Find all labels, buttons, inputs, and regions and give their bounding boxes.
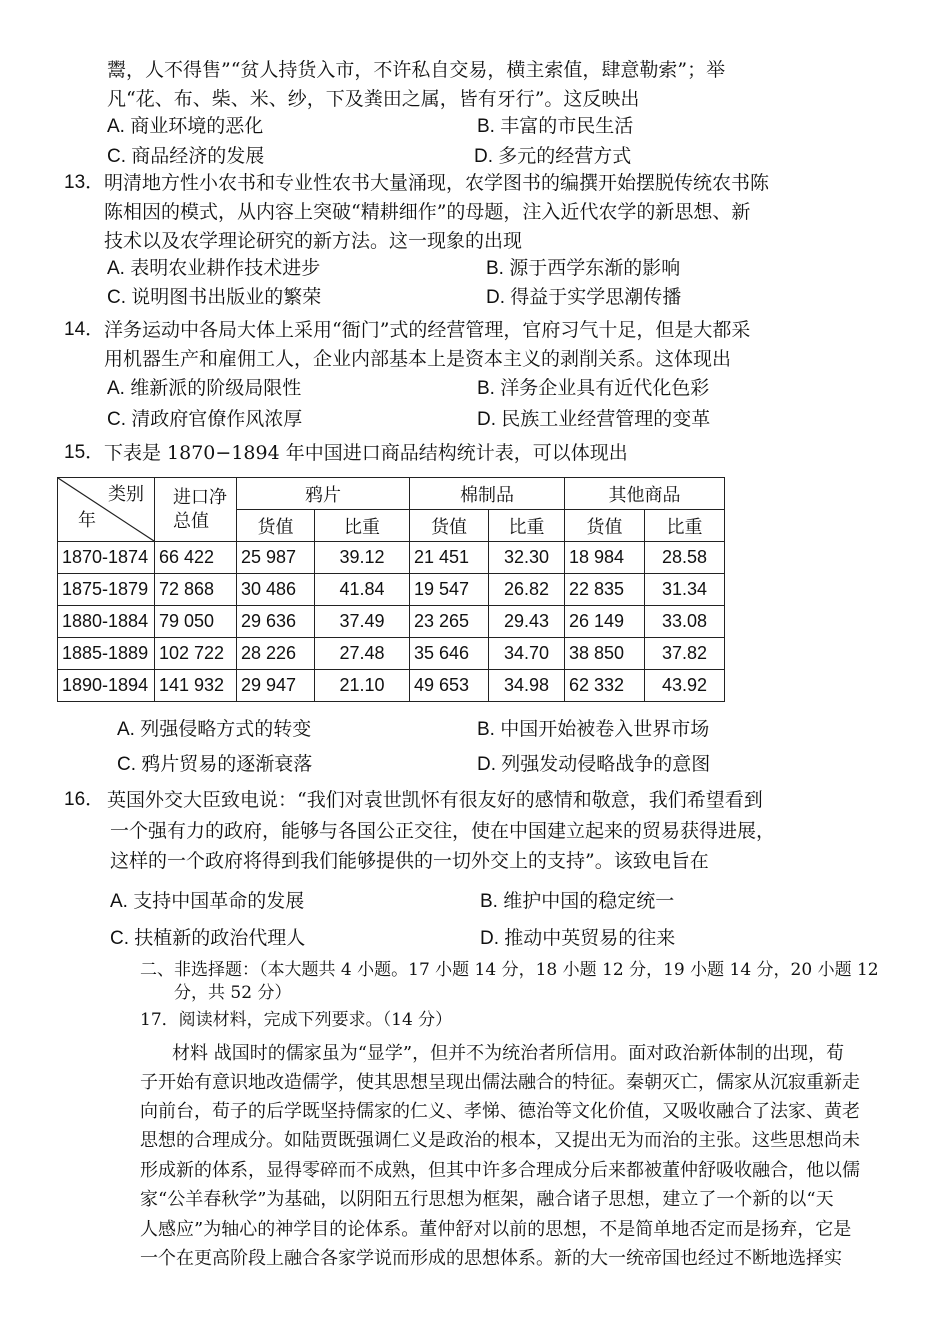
q16-stem-line-3: 这样的一个政府将得到我们能够提供的一切外交上的支持”。该致电旨在 [110,850,709,872]
cell-opium-ratio: 37.49 [315,606,410,638]
cell-cotton-value: 21 451 [410,542,489,574]
cell-cotton-value: 19 547 [410,574,489,606]
q13-option-d[interactable]: D. 得益于实学思潮传播 [486,286,682,308]
q13-stem-line-2: 陈相因的模式，从内容上突破“精耕细作”的母题，注入近代农学的新思想、新 [104,201,751,223]
q15-option-b[interactable]: B. 中国开始被卷入世界市场 [477,718,710,740]
q16-option-b[interactable]: B. 维护中国的稳定统一 [480,890,675,912]
cell-other-ratio: 31.34 [645,574,725,606]
q13-number: 13． [64,172,105,193]
q16-number: 16． [64,789,105,810]
q17-material-line-5: 形成新的体系，显得零碎而不成熟，但其中许多合理成分后来都被董仲舒吸收融合，他以儒 [140,1160,860,1181]
cell-opium-value: 25 987 [237,542,315,574]
q14-option-a[interactable]: A. 维新派的阶级局限性 [107,377,302,399]
cell-cotton-ratio: 26.82 [489,574,565,606]
sub-header-ratio: 比重 [315,510,410,542]
table-corner-header [58,478,155,542]
cell-cotton-ratio: 29.43 [489,606,565,638]
cell-other-value: 38 850 [565,638,645,670]
cell-net-total: 102 722 [155,638,237,670]
sub-header-value: 货值 [410,510,489,542]
cell-other-value: 62 332 [565,670,645,702]
cell-other-value: 26 149 [565,606,645,638]
q14-option-c[interactable]: C. 清政府官僚作风浓厚 [107,408,303,430]
row-period: 1875-1879 [58,574,155,606]
q17-material-line-7: 人感应”为轴心的神学目的论体系。董仲舒对以前的思想，不是简单地否定而是扬弃，它是 [140,1219,852,1240]
cell-net-total: 79 050 [155,606,237,638]
row-period: 1870-1874 [58,542,155,574]
q14-stem-line-2: 用机器生产和雇佣工人，企业内部基本上是资本主义的剥削关系。这体现出 [104,348,732,370]
q15-number: 15． [64,442,105,463]
cell-opium-value: 29 947 [237,670,315,702]
cell-other-ratio: 43.92 [645,670,725,702]
cell-cotton-ratio: 32.30 [489,542,565,574]
q17-material-line-8: 一个在更高阶段上融合各家学说而形成的思想体系。新的大一统帝国也经过不断地选择实 [140,1248,842,1269]
group-header-cotton: 棉制品 [410,478,565,510]
table-row [58,670,725,702]
corner-year-label: 年 [78,510,96,531]
import-structure-table [57,477,725,702]
cell-cotton-value: 49 653 [410,670,489,702]
q16-option-a[interactable]: A. 支持中国革命的发展 [110,890,305,912]
cell-cotton-value: 35 646 [410,638,489,670]
q17-material-line-2: 子开始有意识地改造儒学，使其思想呈现出儒法融合的特征。秦朝灭亡，儒家从沉寂重新走 [140,1072,860,1093]
q15-option-d[interactable]: D. 列强发动侵略战争的意图 [477,753,711,775]
q13-option-a[interactable]: A. 表明农业耕作技术进步 [107,257,321,279]
cell-net-total: 141 932 [155,670,237,702]
cell-opium-value: 28 226 [237,638,315,670]
q16-option-c[interactable]: C. 扶植新的政治代理人 [110,927,306,949]
cell-other-value: 22 835 [565,574,645,606]
q17-material-line-4: 思想的合理成分。如陆贾既强调仁义是政治的根本，又提出无为而治的主张。这些思想尚未 [140,1130,860,1151]
cell-other-ratio: 33.08 [645,606,725,638]
cell-cotton-value: 23 265 [410,606,489,638]
cell-opium-value: 30 486 [237,574,315,606]
table-row [58,574,725,606]
q15-option-a[interactable]: A. 列强侵略方式的转变 [117,718,312,740]
cell-cotton-ratio: 34.70 [489,638,565,670]
q16-stem-line-2: 一个强有力的政府，能够与各国公正交往，使在中国建立起来的贸易获得进展， [110,820,776,842]
cell-other-ratio: 28.58 [645,542,725,574]
q12-option-a[interactable]: A. 商业环境的恶化 [107,115,264,137]
q12-option-b[interactable]: B. 丰富的市民生活 [477,115,634,137]
q13-option-c[interactable]: C. 说明图书出版业的繁荣 [107,286,322,308]
q15-option-c[interactable]: C. 鸦片贸易的逐渐衰落 [117,753,313,775]
table-row [58,606,725,638]
cell-other-value: 18 984 [565,542,645,574]
cell-other-ratio: 37.82 [645,638,725,670]
sub-header-ratio: 比重 [645,510,725,542]
cell-cotton-ratio: 34.98 [489,670,565,702]
q12-option-d[interactable]: D. 多元的经营方式 [474,145,632,167]
row-period: 1880-1884 [58,606,155,638]
cell-net-total: 72 868 [155,574,237,606]
q17-material-line-3: 向前台，荀子的后学既坚持儒家的仁义、孝悌、德治等文化价值，又吸收融合了法家、黄老 [140,1101,860,1122]
q16-option-d[interactable]: D. 推动中英贸易的往来 [480,927,676,949]
section2-heading-line-2: 分，共 52 分） [174,983,292,1003]
cell-net-total: 66 422 [155,542,237,574]
q14-stem-line-1: 洋务运动中各局大体上采用“衙门”式的经营管理，官府习气十足，但是大都采 [104,319,751,341]
cell-opium-value: 29 636 [237,606,315,638]
cell-opium-ratio: 27.48 [315,638,410,670]
q13-stem-line-1: 明清地方性小农书和专业性农书大量涌现，农学图书的编撰开始摆脱传统农书陈 [104,172,770,194]
q14-option-d[interactable]: D. 民族工业经营管理的变革 [477,408,711,430]
q12-option-c[interactable]: C. 商品经济的发展 [107,145,265,167]
sub-header-value: 货值 [565,510,645,542]
group-header-opium: 鸦片 [237,478,410,510]
cell-opium-ratio: 39.12 [315,542,410,574]
table-row [58,542,725,574]
q13-stem-line-3: 技术以及农学理论研究的新方法。这一现象的出现 [104,230,523,252]
sub-header-value: 货值 [237,510,315,542]
q14-option-b[interactable]: B. 洋务企业具有近代化色彩 [477,377,710,399]
q17-material-line-6: 家“公羊春秋学”为基础，以阴阳五行思想为框架，融合诸子思想，建立了一个新的以“天 [140,1189,834,1210]
section2-heading-line-1: 二、非选择题：（本大题共 4 小题。17 小题 14 分，18 小题 12 分，19 小题 14 分，20 小题 12 [140,960,879,980]
q12-stem-line-1: 鬻，人不得售”“贫人持货入市，不许私自交易，横主索值，肆意勒索”；举 [107,59,726,81]
q15-stem: 下表是 1870−1894 年中国进口商品结构统计表，可以体现出 [104,442,628,464]
q12-stem-line-2: 凡“花、布、柴、米、纱，下及粪田之属，皆有牙行”。这反映出 [107,88,640,110]
cell-opium-ratio: 41.84 [315,574,410,606]
q17-heading: 17．阅读材料，完成下列要求。（14 分） [140,1010,453,1030]
corner-category-label: 类别 [108,484,144,505]
q13-option-b[interactable]: B. 源于西学东渐的影响 [486,257,681,279]
q17-material-line-1: 材料 战国时的儒家虽为“显学”，但并不为统治者所信用。面对政治新体制的出现，荀 [172,1043,845,1064]
group-header-other: 其他商品 [565,478,725,510]
row-period: 1890-1894 [58,670,155,702]
net-total-header: 进口净总值 [155,478,237,542]
q14-number: 14． [64,319,105,340]
cell-opium-ratio: 21.10 [315,670,410,702]
sub-header-ratio: 比重 [489,510,565,542]
q16-stem-line-1: 英国外交大臣致电说：“我们对袁世凯怀有很友好的感情和敬意，我们希望看到 [107,789,763,811]
row-period: 1885-1889 [58,638,155,670]
table-row [58,638,725,670]
